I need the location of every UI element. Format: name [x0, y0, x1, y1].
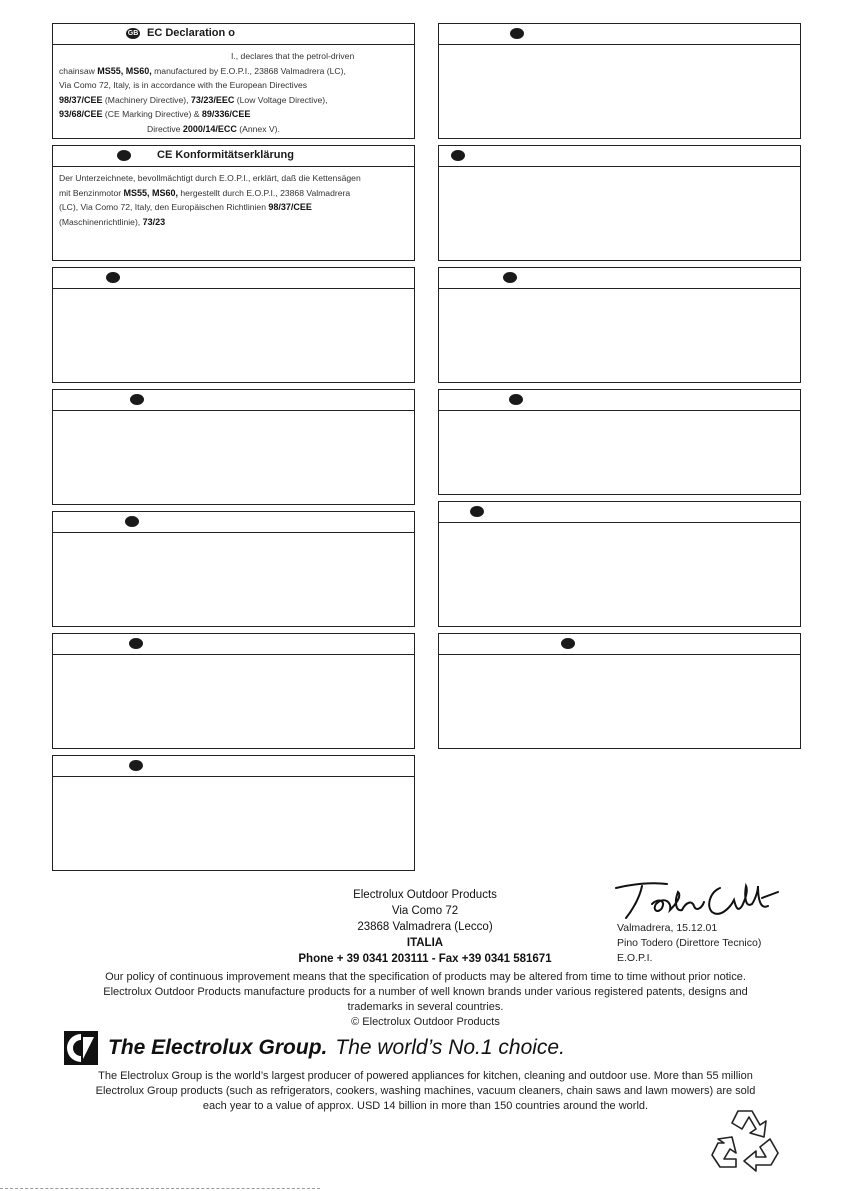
language-badge	[125, 516, 139, 527]
brand-slogan: The world’s No.1 choice.	[335, 1036, 565, 1059]
declaration-text: Directive	[147, 123, 183, 134]
handwritten-signature	[612, 878, 782, 922]
declaration-line	[59, 49, 408, 64]
company-country: ITALIA	[406, 937, 444, 949]
declaration-line	[59, 78, 408, 93]
directive-code: 2000/14/ECC	[182, 123, 237, 134]
declaration-header-gb	[53, 24, 414, 45]
signature-date: Valmadrera, 15.12.01	[617, 922, 718, 934]
declaration-header-r4	[439, 390, 800, 411]
policy-text	[40, 970, 811, 1030]
group-line: The Electrolux Group is the world’s largest producer of powered appliances for kitchen, cleaning and outdoor use. More than 55 million	[98, 1070, 753, 1082]
declaration-header-l4	[53, 390, 414, 411]
language-badge	[129, 760, 143, 771]
declaration-box-r2	[438, 145, 801, 261]
declaration-header-l6	[53, 634, 414, 655]
directive-code: 98/37/CEE	[59, 94, 103, 105]
declaration-title-de: CE Konformitätserklärung	[157, 149, 294, 161]
company-phone: Phone + 39 0341 203111 - Fax +39 0341 581671	[298, 953, 552, 965]
declaration-header-r3	[439, 268, 800, 289]
policy-line: Electrolux Outdoor Products manufacture products for a number of well known brands under various registered patents, designs and	[103, 986, 748, 998]
declaration-box-r6	[438, 633, 801, 749]
copyright-line: © Electrolux Outdoor Products	[351, 1016, 500, 1028]
language-badge-de	[117, 150, 131, 161]
company-street: Via Como 72	[391, 905, 459, 917]
company-name: Electrolux Outdoor Products	[353, 889, 497, 901]
declaration-box-r1	[438, 23, 801, 139]
declaration-line	[59, 171, 408, 186]
declaration-header-l7	[53, 756, 414, 777]
electrolux-logo-icon	[64, 1031, 98, 1065]
declaration-header-l3	[53, 268, 414, 289]
directive-code: 73/23	[142, 216, 166, 227]
language-badge-gb: GB	[127, 30, 139, 37]
declaration-box-gb	[52, 23, 415, 139]
declaration-box-l4	[52, 389, 415, 505]
declaration-box-l5	[52, 511, 415, 627]
declaration-text-de	[53, 167, 414, 229]
declaration-header-de	[53, 146, 414, 167]
declaration-text: mit Benzinmotor	[59, 187, 124, 198]
declaration-text: hergestellt durch E.O.P.I., 23868 Valmadrera	[178, 187, 351, 198]
language-badge	[129, 638, 143, 649]
declaration-text: Via Como 72, Italy, is in accordance with the European Directives	[59, 80, 308, 90]
declaration-text: (Maschinenrichtlinie),	[59, 216, 143, 227]
declaration-header-r5	[439, 502, 800, 523]
group-line: each year to a value of approx. USD 14 billion in more than 150 countries around the world.	[202, 1100, 649, 1112]
declaration-title-gb: EC Declaration o	[147, 27, 236, 39]
declaration-text: (LC), Via Como 72, Italy, den Europäischen Richtlinien	[59, 202, 269, 212]
language-badge	[106, 272, 120, 283]
declaration-header-r6	[439, 634, 800, 655]
declaration-text: Der Unterzeichnete, bevollmächtigt durch E.O.P.I., erklärt, daß die Kettensägen	[59, 173, 361, 183]
declaration-line	[59, 186, 408, 201]
directive-code: 73/23/EEC	[190, 94, 235, 105]
declaration-box-r3	[438, 267, 801, 383]
declaration-text: (CE Marking Directive) &	[102, 109, 202, 119]
declaration-line	[59, 215, 408, 230]
declaration-text: chainsaw	[59, 65, 98, 76]
declaration-line	[59, 64, 408, 79]
language-badge	[509, 394, 523, 405]
declaration-box-l7	[52, 755, 415, 871]
group-line: Electrolux Group products (such as refrigerators, cookers, washing machines, vacuum cleaners, chain saws and lawn mowers) are sold	[95, 1085, 756, 1097]
declaration-line	[59, 122, 408, 137]
declaration-box-r5	[438, 501, 801, 627]
policy-line: Our policy of continuous improvement means that the specification of products may be altered from time to time without prior notice.	[105, 971, 746, 983]
declaration-text: (Annex V).	[236, 123, 280, 134]
language-badge	[503, 272, 517, 283]
language-badge	[451, 150, 465, 161]
brand-name: The Electrolux Group.	[108, 1036, 328, 1059]
divider	[0, 1188, 320, 1189]
language-badge	[130, 394, 144, 405]
directive-code: 89/336/CEE	[201, 109, 251, 119]
declaration-header-r2	[439, 146, 800, 167]
directive-code: 98/37/CEE	[268, 202, 312, 212]
signature-name: Pino Todero (Direttore Tecnico)	[617, 937, 762, 949]
group-description	[40, 1069, 811, 1114]
signature-org: E.O.P.I.	[617, 952, 653, 964]
declaration-text: (Low Voltage Directive),	[234, 94, 328, 105]
policy-line: trademarks in several countries.	[347, 1001, 504, 1013]
language-badge	[510, 28, 524, 39]
declaration-line	[59, 200, 408, 215]
declaration-text: I., declares that the petrol-driven	[231, 51, 355, 61]
directive-code: MS55, MS60,	[97, 65, 152, 76]
language-badge	[470, 506, 484, 517]
recycle-icon	[708, 1103, 788, 1175]
declaration-text-gb	[53, 45, 414, 136]
declaration-line	[59, 93, 408, 108]
declaration-box-r4	[438, 389, 801, 495]
language-badge	[561, 638, 575, 649]
signature-block	[617, 921, 761, 966]
declaration-header-r1	[439, 24, 800, 45]
company-city: 23868 Valmadrera (Lecco)	[357, 921, 493, 933]
declaration-line	[59, 107, 408, 122]
declaration-header-l5	[53, 512, 414, 533]
company-address	[240, 887, 610, 967]
declaration-text: manufactured by E.O.P.I., 23868 Valmadrera (LC),	[151, 65, 346, 76]
directive-code: MS55, MS60,	[123, 187, 179, 198]
brand-bar	[64, 1031, 565, 1065]
directive-code: 93/68/CEE	[59, 109, 103, 119]
declaration-box-l3	[52, 267, 415, 383]
declaration-box-de	[52, 145, 415, 261]
declaration-text: (Machinery Directive),	[102, 94, 191, 105]
declaration-box-l6	[52, 633, 415, 749]
